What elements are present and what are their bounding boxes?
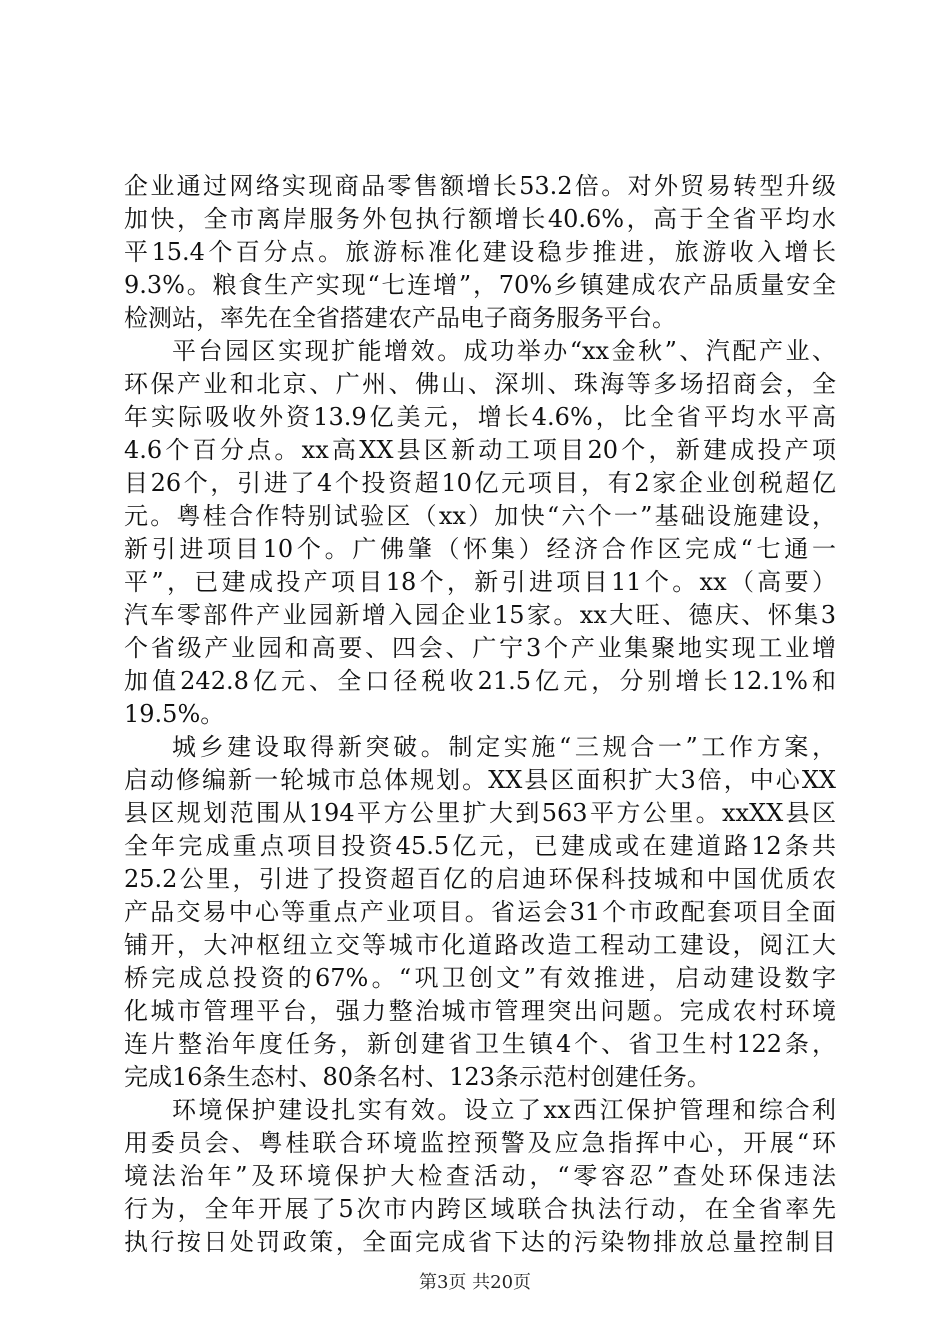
- text-line: 25.2公里，引进了投资超百亿的启迪环保科技城和中国优质农: [124, 865, 836, 893]
- text-line: 执行按日处罚政策，全面完成省下达的污染物排放总量控制目: [124, 1228, 836, 1256]
- text-line: 加快，全市离岸服务外包执行额增长40.6%，高于全省平均水: [124, 205, 836, 233]
- text-line: 平15.4个百分点。旅游标准化建设稳步推进，旅游收入增长: [124, 238, 836, 266]
- text-line: 化城市管理平台，强力整治城市管理突出问题。完成农村环境: [124, 997, 836, 1025]
- text-line: 环境保护建设扎实有效。设立了xx西江保护管理和综合利: [172, 1096, 836, 1124]
- text-line: 用委员会、粤桂联合环境监控预警及应急指挥中心，开展“环: [124, 1129, 836, 1157]
- text-line: 境法治年”及环境保护大检查活动，“零容忍”查处环保违法: [124, 1162, 836, 1190]
- text-line: 检测站，率先在全省搭建农产品电子商务服务平台。: [124, 304, 676, 332]
- text-line: 县区规划范围从194平方公里扩大到563平方公里。xxXX县区: [124, 799, 836, 827]
- text-line: 城乡建设取得新突破。制定实施“三规合一”工作方案，: [172, 733, 836, 761]
- text-line: 汽车零部件产业园新增入园企业15家。xx大旺、德庆、怀集3: [124, 601, 836, 629]
- text-line: 启动修编新一轮城市总体规划。XX县区面积扩大3倍，中心XX: [124, 766, 836, 794]
- text-line: 9.3%。粮食生产实现“七连增”，70%乡镇建成农产品质量安全: [124, 271, 836, 299]
- text-line: 桥完成总投资的67%。“巩卫创文”有效推进，启动建设数字: [124, 964, 836, 992]
- document-body: [124, 170, 836, 1259]
- text-line: 环保产业和北京、广州、佛山、深圳、珠海等多场招商会，全: [124, 370, 836, 398]
- text-line: 平”，已建成投产项目18个，新引进项目11个。xx（高要）: [124, 568, 836, 596]
- page-footer: 第3页 共20页: [418, 1272, 532, 1293]
- text-line: 目26个，引进了4个投资超10亿元项目，有2家企业创税超亿: [124, 469, 836, 497]
- text-line: 4.6个百分点。xx高XX县区新动工项目20个，新建成投产项: [124, 436, 836, 464]
- text-line: 连片整治年度任务，新创建省卫生镇4个、省卫生村122条，: [124, 1030, 836, 1058]
- text-line: 铺开，大冲枢纽立交等城市化道路改造工程动工建设，阅江大: [124, 931, 836, 959]
- text-line: 元。粤桂合作特别试验区（xx）加快“六个一”基础设施建设，: [124, 502, 836, 530]
- text-line: 19.5%。: [124, 700, 225, 728]
- text-line: 新引进项目10个。广佛肇（怀集）经济合作区完成“七通一: [124, 535, 836, 563]
- paragraph: [124, 170, 836, 335]
- paragraph: [124, 1094, 836, 1259]
- text-line: 加值242.8亿元、全口径税收21.5亿元，分别增长12.1%和: [124, 667, 836, 695]
- paragraph: [124, 731, 836, 1094]
- paragraph: [124, 335, 836, 731]
- text-line: 全年完成重点项目投资45.5亿元，已建成或在建道路12条共: [124, 832, 836, 860]
- text-line: 行为，全年开展了5次市内跨区域联合执法行动，在全省率先: [124, 1195, 836, 1223]
- text-line: 个省级产业园和高要、四会、广宁3个产业集聚地实现工业增: [124, 634, 836, 662]
- text-line: 完成16条生态村、80条名村、123条示范村创建任务。: [124, 1063, 711, 1091]
- text-line: 年实际吸收外资13.9亿美元，增长4.6%，比全省平均水平高: [124, 403, 836, 431]
- text-line: 企业通过网络实现商品零售额增长53.2倍。对外贸易转型升级: [124, 172, 836, 200]
- text-line: 平台园区实现扩能增效。成功举办“xx金秋”、汽配产业、: [172, 337, 836, 365]
- text-line: 产品交易中心等重点产业项目。省运会31个市政配套项目全面: [124, 898, 836, 926]
